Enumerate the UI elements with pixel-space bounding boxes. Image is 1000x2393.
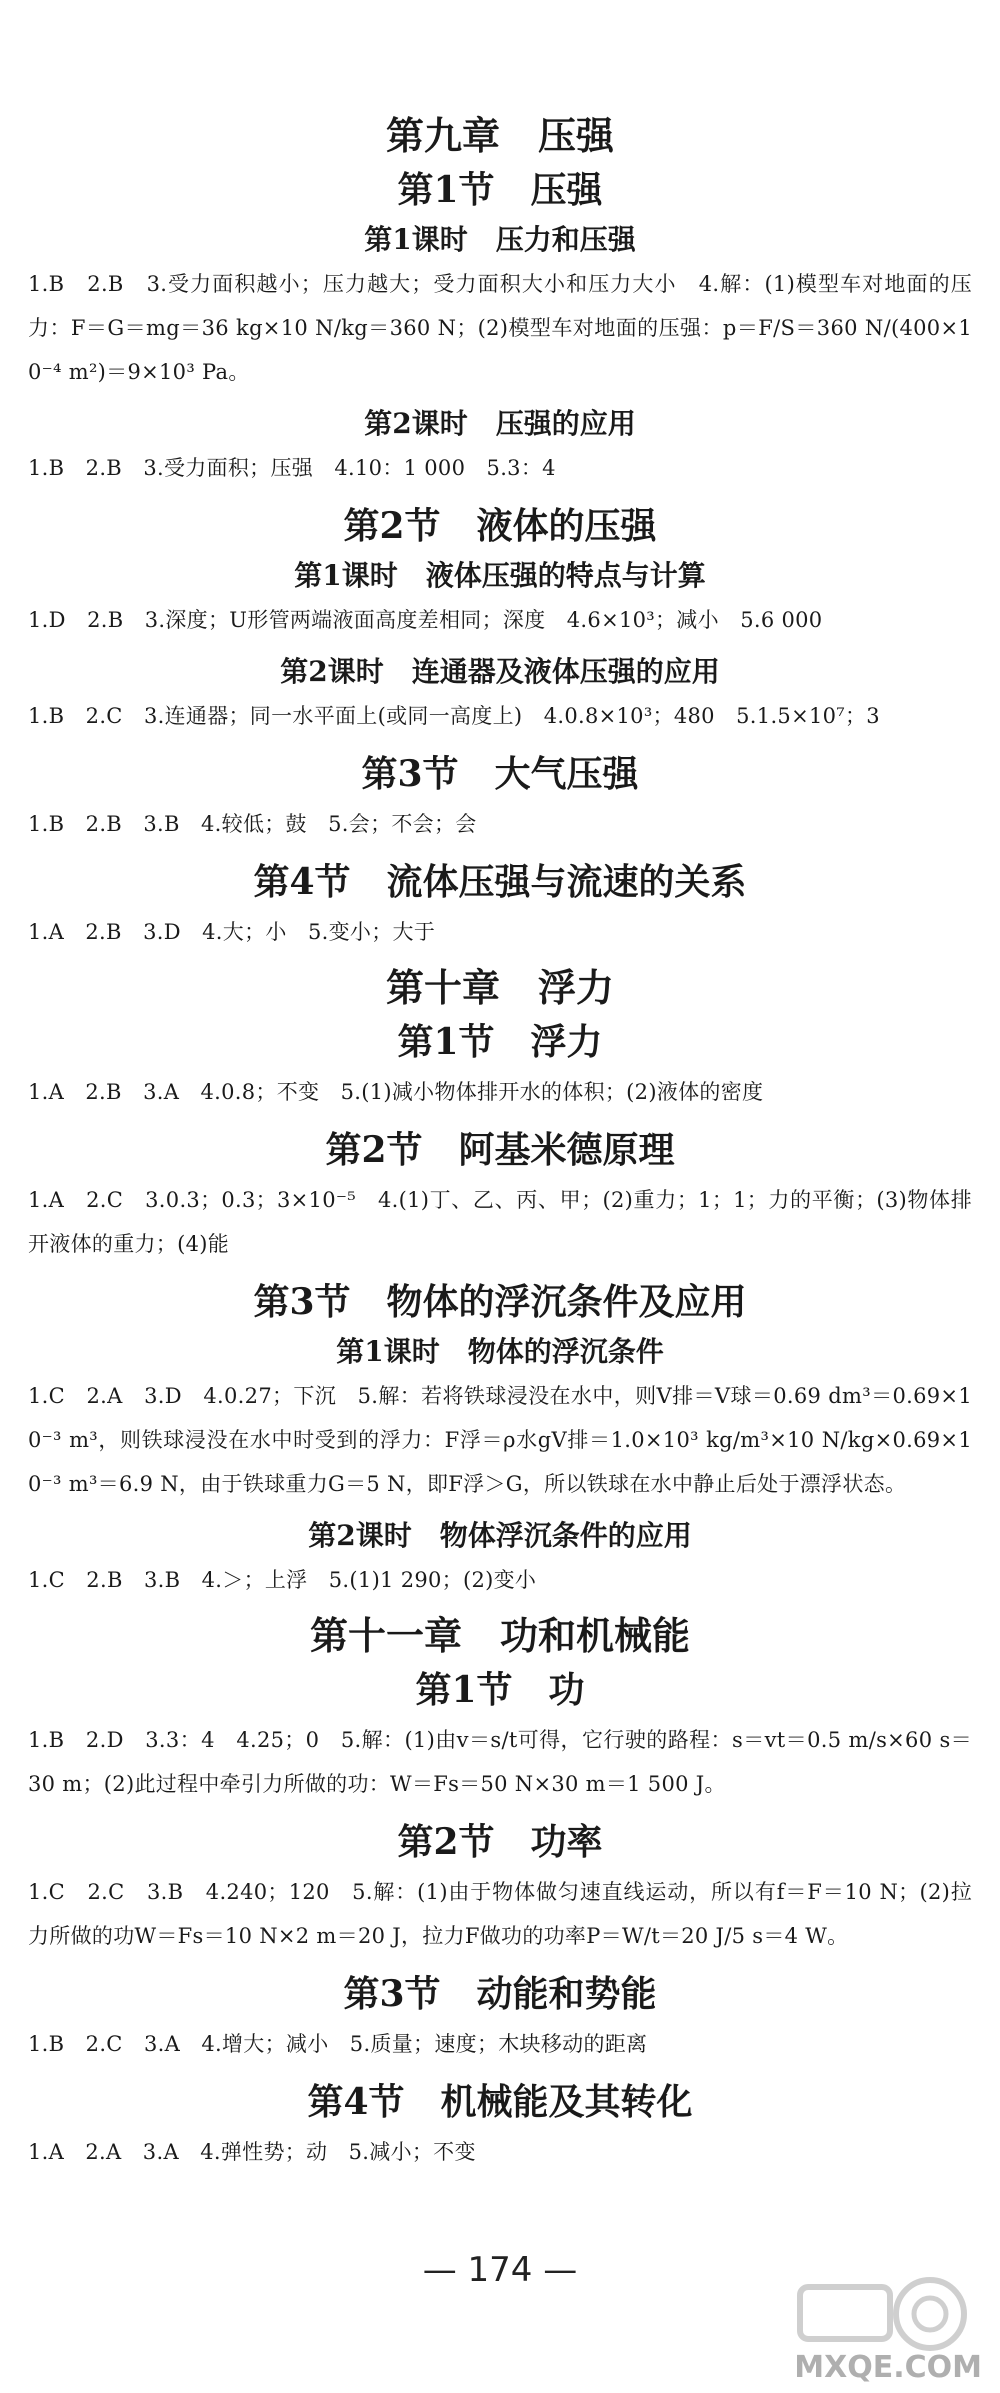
answer-text: 1.B 2.B 3.B 4.较低；鼓 5.会；不会；会 (28, 812, 477, 836)
section-title: 第2节 功率 (397, 1821, 603, 1863)
section-title: 第1节 功 (415, 1669, 585, 1711)
answer-text: 1.B 2.B 3.受力面积；压强 4.10：1 000 5.3：4 (28, 456, 556, 480)
section-title: 第3节 动能和势能 (343, 1973, 657, 2015)
answer-text: 1.C 2.B 3.B 4.＞；上浮 5.(1)1 290；(2)变小 (28, 1568, 537, 1592)
answer-text: 1.A 2.B 3.D 4.大；小 5.变小；大于 (28, 920, 436, 944)
answer-text: 1.B 2.D 3.3：4 4.25；0 5.解：(1)由v＝s/t可得，它行驶的路程：s＝vt＝0.5 m/s×60 s＝30 m；(2)此过程中牵引力所做的功：W＝Fs＝50 N×30 m＝1 500 J。 (28, 1728, 972, 1796)
chapter-title: 第九章 压强 (385, 113, 614, 158)
answer-text: 1.A 2.B 3.A 4.0.8；不变 5.(1)减小物体排开水的体积；(2)液体的密度 (28, 1080, 764, 1104)
section-title: 第1节 压强 (397, 169, 603, 211)
lesson-title: 第1课时 物体的浮沉条件 (336, 1335, 664, 1368)
page-number: — 174 — (422, 2250, 578, 2290)
answer-text: 1.B 2.C 3.A 4.增大；减小 5.质量；速度；木块移动的距离 (28, 2032, 648, 2056)
answer-text: 1.A 2.A 3.A 4.弹性势；动 5.减小；不变 (28, 2140, 476, 2164)
section-title: 第4节 机械能及其转化 (307, 2081, 693, 2123)
answer-content (28, 110, 972, 2182)
answer-text: 1.D 2.B 3.深度；U形管两端液面高度差相同；深度 4.6×10³；减小 5.6 000 (28, 608, 823, 632)
watermark-text: MXQE.COM (794, 2350, 982, 2385)
lesson-title: 第1课时 压力和压强 (364, 223, 636, 256)
chapter-title: 第十一章 功和机械能 (309, 1613, 690, 1658)
section-title: 第3节 物体的浮沉条件及应用 (253, 1281, 747, 1323)
answer-text: 1.B 2.C 3.连通器；同一水平面上(或同一高度上) 4.0.8×10³；480 5.1.5×10⁷；3 (28, 704, 880, 728)
section-title: 第1节 浮力 (397, 1021, 603, 1063)
lesson-title: 第2课时 物体浮沉条件的应用 (308, 1519, 692, 1552)
answer-text: 1.C 2.A 3.D 4.0.27；下沉 5.解：若将铁球浸没在水中，则V排＝V球＝0.69 dm³＝0.69×10⁻³ m³，则铁球浸没在水中时受到的浮力：F浮＝ρ水gV排＝1.0×10³ kg/m³×10 N/kg×0.69×10⁻³ m³＝6.9 N，由于铁球重力G＝5 N，即F浮＞G，所以铁球在水中静止后处于漂浮状态。 (28, 1384, 972, 1496)
lesson-title: 第1课时 液体压强的特点与计算 (294, 559, 706, 592)
answer-text: 1.C 2.C 3.B 4.240；120 5.解：(1)由于物体做匀速直线运动，所以有f＝F＝10 N；(2)拉力所做的功W＝Fs＝10 N×2 m＝20 J，拉力F做功的功率P＝W/t＝20 J/5 s＝4 W。 (28, 1880, 972, 1948)
chapter-title: 第十章 浮力 (385, 965, 614, 1010)
lesson-title: 第2课时 压强的应用 (364, 407, 636, 440)
answer-text: 1.B 2.B 3.受力面积越小；压力越大；受力面积大小和压力大小 4.解：(1)模型车对地面的压力：F＝G＝mg＝36 kg×10 N/kg＝360 N；(2)模型车对地面的压强：p＝F/S＝360 N/(400×10⁻⁴ m²)＝9×10³ Pa。 (28, 272, 972, 384)
lesson-title: 第2课时 连通器及液体压强的应用 (280, 655, 720, 688)
section-title: 第4节 流体压强与流速的关系 (253, 861, 747, 903)
section-title: 第3节 大气压强 (361, 753, 639, 795)
section-title: 第2节 液体的压强 (343, 505, 657, 547)
section-title: 第2节 阿基米德原理 (325, 1129, 675, 1171)
answer-text: 1.A 2.C 3.0.3；0.3；3×10⁻⁵ 4.(1)丁、乙、丙、甲；(2)重力；1；1；力的平衡；(3)物体排开液体的重力；(4)能 (28, 1188, 972, 1256)
